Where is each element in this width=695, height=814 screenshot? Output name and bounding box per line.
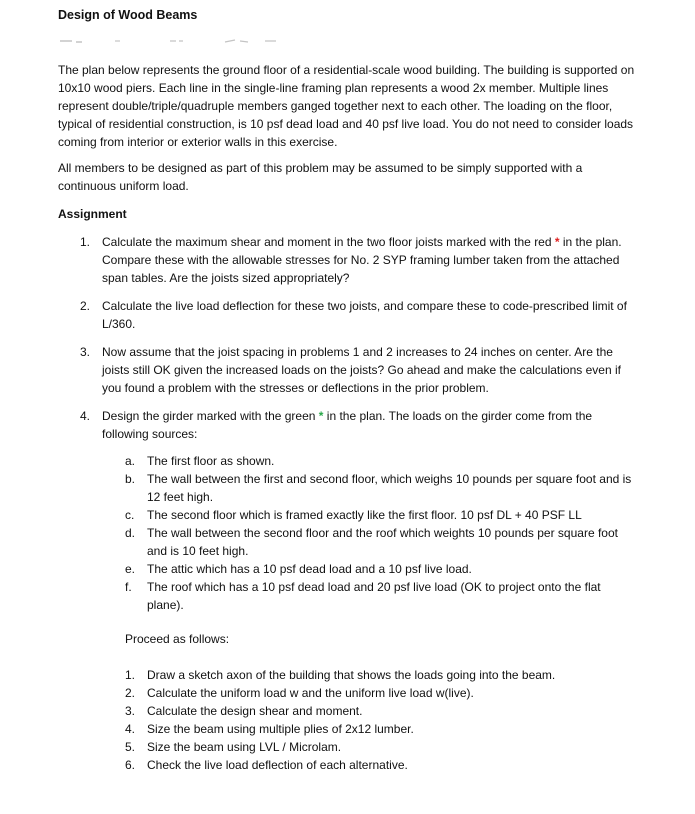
item-text: The second floor which is framed exactly like the first floor. 10 psf DL + 40 PSF LL [147, 508, 582, 522]
item-text: The first floor as shown. [147, 454, 275, 468]
item-number: 2. [80, 299, 91, 313]
faint-subtitle-scribble [60, 36, 290, 44]
item-text: Calculate the uniform load w and the uniform live load w(live). [147, 686, 474, 700]
list-item [80, 233, 640, 287]
load-sources-list [125, 452, 635, 614]
red-star-marker: * [554, 235, 560, 249]
list-item [125, 560, 635, 578]
item-text: The wall between the second floor and the roof which weights 10 pounds per square foot and is 10 feet high. [147, 526, 618, 558]
item-letter: c. [125, 508, 135, 522]
assignment-heading: Assignment [58, 207, 127, 221]
item-text: Calculate the live load deflection for these two joists, and compare these to code-prescribed limit of L/360. [102, 299, 627, 331]
list-item [125, 720, 635, 738]
list-item [80, 407, 640, 443]
item-text: in the plan. Compare these with the allowable stresses for No. 2 SYP framing lumber taken from the attached span tables. Are the joists sized appropriately? [102, 235, 622, 285]
list-item [125, 506, 635, 524]
proceed-label: Proceed as follows: [125, 632, 230, 646]
list-item [125, 470, 635, 506]
item-number: 1. [125, 668, 136, 682]
item-text: Draw a sketch axon of the building that shows the loads going into the beam. [147, 668, 556, 682]
item-number: 3. [125, 704, 136, 718]
item-letter: b. [125, 472, 136, 486]
item-letter: e. [125, 562, 136, 576]
list-item [125, 702, 635, 720]
item-letter: d. [125, 526, 136, 540]
item-number: 4. [80, 409, 91, 423]
green-star-marker: * [318, 409, 324, 423]
list-item [125, 524, 635, 560]
item-text: Size the beam using LVL / Microlam. [147, 740, 342, 754]
procedure-steps-list [125, 666, 635, 774]
list-item [125, 666, 635, 684]
page-title: Design of Wood Beams [58, 8, 198, 22]
list-item [125, 756, 635, 774]
item-number: 6. [125, 758, 136, 772]
item-text: in the plan. The loads on the girder come from the following sources: [102, 409, 593, 441]
item-text: Check the live load deflection of each alternative. [147, 758, 408, 772]
item-number: 2. [125, 686, 136, 700]
item-text: Calculate the maximum shear and moment in the two floor joists marked with the red [102, 235, 555, 249]
item-letter: a. [125, 454, 136, 468]
list-item [125, 578, 635, 614]
item-letter: f. [125, 580, 132, 594]
intro-paragraph: The plan below represents the ground floor of a residential-scale wood building. The building is supported on 10x10 wood piers. Each line in the single-line framing plan represents a wood 2x member. Multiple lines represent double/triple/quadruple members ganged together next to each other. The loading on the floor, typical of residential construction, is 10 psf dead load and 40 psf live load. You do not need to consider loads coming from interior or exterior walls in this exercise. [58, 63, 635, 149]
item-text: The wall between the first and second floor, which weighs 10 pounds per square foot and is 12 feet high. [147, 472, 632, 504]
assignment-list [80, 233, 640, 453]
list-item [125, 684, 635, 702]
item-text: Design the girder marked with the green [102, 409, 319, 423]
list-item [80, 297, 640, 333]
support-assumption-paragraph: All members to be designed as part of this problem may be assumed to be simply supported with a continuous uniform load. [58, 161, 583, 193]
item-number: 4. [125, 722, 136, 736]
item-text: Calculate the design shear and moment. [147, 704, 363, 718]
item-text: Size the beam using multiple plies of 2x12 lumber. [147, 722, 414, 736]
list-item [125, 738, 635, 756]
list-item [80, 343, 640, 397]
item-number: 3. [80, 345, 91, 359]
item-text: Now assume that the joist spacing in problems 1 and 2 increases to 24 inches on center. Are the joists still OK given the increased loads on the joists? Go ahead and make the calculations even if you found a problem with the stresses or deflections in the prior problem. [102, 345, 621, 395]
list-item [125, 452, 635, 470]
item-number: 1. [80, 235, 91, 249]
item-text: The roof which has a 10 psf dead load and 20 psf live load (OK to project onto the flat plane). [147, 580, 601, 612]
item-number: 5. [125, 740, 136, 754]
item-text: The attic which has a 10 psf dead load and a 10 psf live load. [147, 562, 472, 576]
